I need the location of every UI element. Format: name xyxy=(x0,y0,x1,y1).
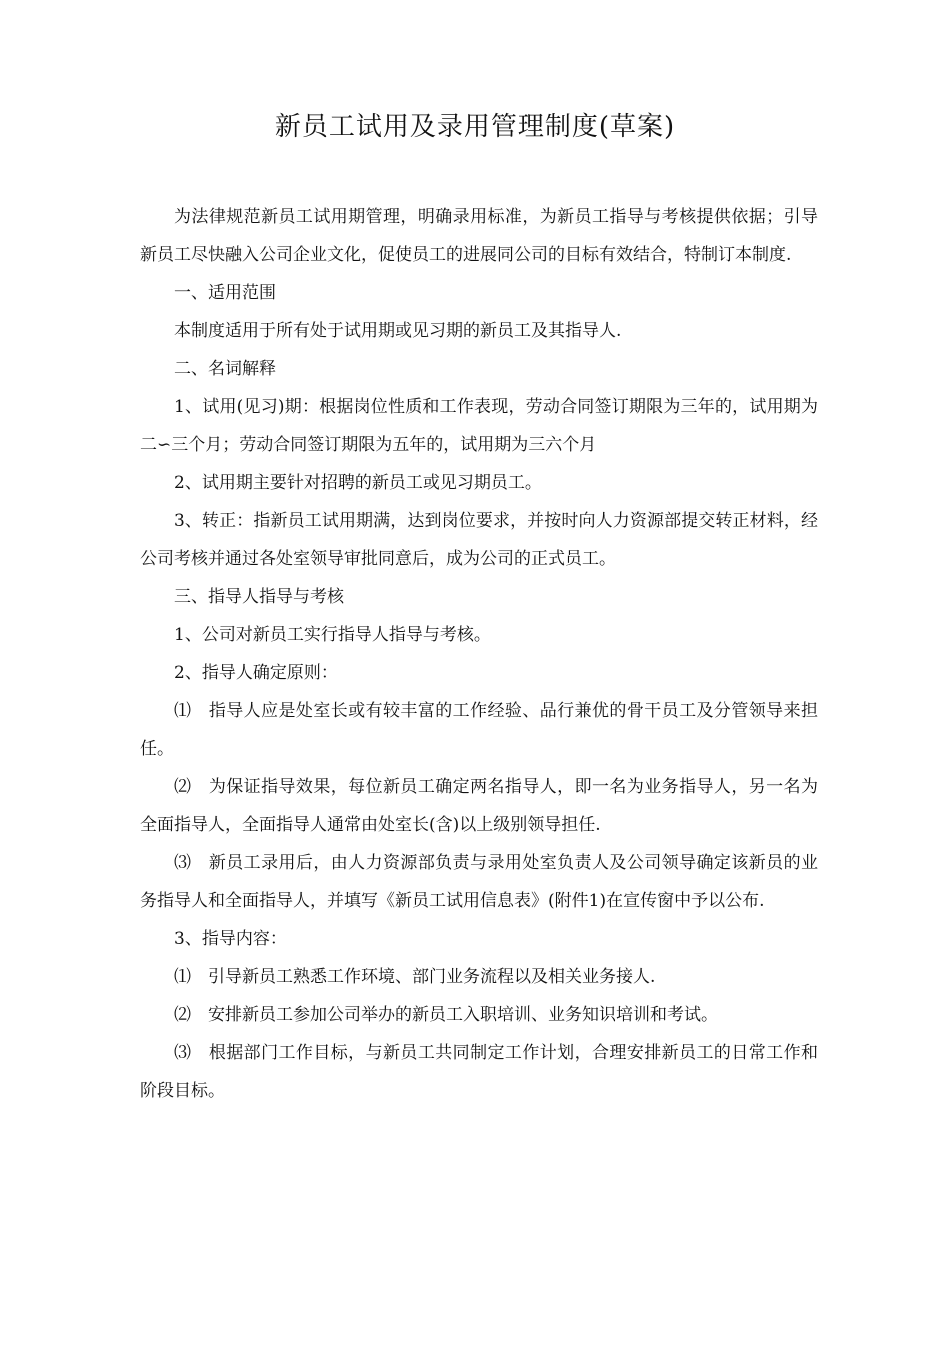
paragraph-definition-2: 2、试用期主要针对招聘的新员工或见习期员工。 xyxy=(174,473,542,493)
document-title: 新员工试用及录用管理制度(草案) xyxy=(274,112,676,142)
list-item-principle-1: ⑴ 指导人应是处室长或有较丰富的工作经验、品行兼优的骨干员工及分管领导来担任。 xyxy=(140,701,818,759)
list-item-principle-2: ⑵ 为保证指导效果，每位新员工确定两名指导人，即一名为业务指导人，另一名为全面指导人，全面指导人通常由处室长(含)以上级别领导担任. xyxy=(140,777,818,835)
paragraph-definition-3: 3、转正：指新员工试用期满，达到岗位要求，并按时向人力资源部提交转正材料，经公司考核并通过各处室领导审批同意后，成为公司的正式员工。 xyxy=(140,511,818,569)
list-item-content-2: ⑵ 安排新员工参加公司举办的新员工入职培训、业务知识培训和考试。 xyxy=(174,1005,718,1025)
list-item-content-1: ⑴ 引导新员工熟悉工作环境、部门业务流程以及相关业务接人. xyxy=(174,967,656,987)
section-heading-definitions: 二、名词解释 xyxy=(174,359,276,379)
section-heading-scope: 一、适用范围 xyxy=(174,283,276,303)
paragraph-intro: 为法律规范新员工试用期管理，明确录用标准，为新员工指导与考核提供依据；引导新员工尽快融入公司企业文化，促使员工的进展同公司的目标有效结合，特制订本制度. xyxy=(140,207,818,265)
paragraph-guidance-3: 3、指导内容： xyxy=(174,929,287,949)
paragraph-guidance-1: 1、公司对新员工实行指导人指导与考核。 xyxy=(174,625,491,645)
document-body xyxy=(140,198,818,1110)
section-heading-guidance: 三、指导人指导与考核 xyxy=(174,587,344,607)
paragraph-scope: 本制度适用于所有处于试用期或见习期的新员工及其指导人. xyxy=(174,321,622,341)
paragraph-guidance-2: 2、指导人确定原则： xyxy=(174,663,338,683)
list-item-principle-3: ⑶ 新员工录用后，由人力资源部负责与录用处室负责人及公司领导确定该新员的业务指导人和全面指导人，并填写《新员工试用信息表》(附件1)在宣传窗中予以公布. xyxy=(140,853,818,911)
paragraph-definition-1: 1、试用(见习)期：根据岗位性质和工作表现，劳动合同签订期限为三年的，试用期为二∽三个月；劳动合同签订期限为五年的，试用期为三六个月 xyxy=(140,397,818,455)
list-item-content-3: ⑶ 根据部门工作目标，与新员工共同制定工作计划，合理安排新员工的日常工作和阶段目标。 xyxy=(140,1043,818,1101)
